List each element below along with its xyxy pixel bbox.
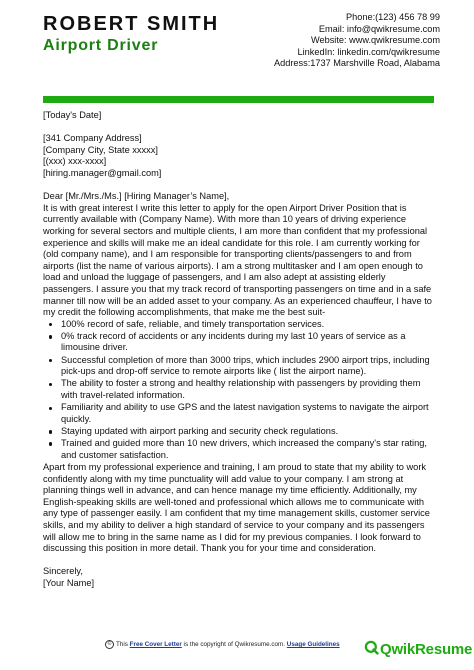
list-item: 0% track record of accidents or any incidents during my last 10 years of service as a limousine driver. (61, 331, 435, 354)
recipient-line: [hiring.manager@gmail.com] (43, 167, 162, 178)
list-item: Successful completion of more than 3000 trips, which includes 2900 airport trips, including pick-ups and drop-off service to remote airports like ( list the airport name). (61, 355, 435, 378)
copyright-icon: © (105, 640, 114, 649)
accomplishments-list (43, 319, 435, 462)
letter-date: [Today's Date] (43, 110, 102, 120)
signoff: Sincerely, (43, 566, 83, 577)
intro-paragraph: It is with great interest I write this letter to apply for the open Airport Driver Position that is currently available with (Company Name). With more than 10 years of driving experience working for several sectors and multiple clients, I am more than confident that my professional experience and skills will make me an ideal candidate for this role. I am currently working for (old company name), and I am responsible for transporting clients/passengers to and from airports (list the name of various airports). I am a strong multitasker and I am open enough to load and unload the luggage of passengers, and I am also adept at assisting elderly passengers. I assure you that my track record of transporting passengers on time and in a safe manner till now will be an added asset to your company. As an experienced chauffeur, I have to my credit the following accomplishments, that make me the best suit- (43, 202, 432, 318)
footer-text (105, 637, 340, 653)
salutation: Dear [Mr./Mrs./Ms.] [Hiring Manager’s Name], (43, 191, 230, 202)
qwikresume-logo-icon (364, 640, 379, 660)
recipient-address (43, 133, 435, 179)
footer-text-part: This (116, 641, 130, 648)
list-item: Trained and guided more than 10 new drivers, which increased the company's star rating, and customer satisfaction. (61, 438, 435, 461)
applicant-name: ROBERT SMITH (43, 13, 220, 35)
contact-phone: Phone:(123) 456 78 99 (346, 12, 440, 22)
contact-website[interactable]: Website: www.qwikresume.com (310, 35, 440, 46)
free-cover-letter-link[interactable]: Free Cover Letter (129, 641, 182, 648)
list-item: 100% record of safe, reliable, and timely transportation services. (61, 319, 435, 331)
contact-block (240, 12, 440, 70)
closing-paragraph: Apart from my professional experience and training, I am proud to state that my ability to work confidently along with my time punctuality will add value to your company. I am strong at planning things well in advance, and can hence manage my time efficiently. Additionally, my English-speaking skills are well-toned and professional which allows me to communicate with any type of passenger easily. I am confident that my time management skills, customer service skills, and my ability to deliver a high standard of service to your company and its passengers will allow me to bring in the same name as I did for my previous companies. I look forward to discussing this position in more detail. Thank you for your time and consideration. (43, 461, 430, 554)
qwikresume-logo[interactable] (364, 640, 472, 660)
recipient-line: [341 Company Address] (43, 133, 142, 144)
list-item: The ability to foster a strong and healthy relationship with passengers by providing them with travel-related information. (61, 378, 435, 401)
footer-text-part: is the copyright of Qwikresume.com. (181, 641, 287, 648)
contact-linkedin[interactable]: LinkedIn: linkedin.com/qwikresume (297, 46, 440, 57)
header-divider (43, 96, 434, 103)
recipient-line: [(xxx) xxx-xxxx] (43, 156, 107, 167)
letter-body (43, 110, 435, 590)
recipient-line: [Company City, State xxxxx] (43, 144, 158, 155)
logo-text: QwikResume (380, 641, 473, 658)
contact-address: Address:1737 Marshville Road, Alabama (274, 58, 440, 69)
list-item: Familiarity and ability to use GPS and the latest navigation systems to navigate the airport quickly. (61, 402, 435, 425)
signature-name: [Your Name] (43, 577, 95, 588)
list-item: Staying updated with airport parking and security check regulations. (61, 426, 435, 438)
job-title: Airport Driver (43, 37, 159, 54)
usage-guidelines-link[interactable]: Usage Guidelines (286, 641, 340, 648)
contact-email[interactable]: Email: info@qwikresume.com (318, 23, 440, 34)
